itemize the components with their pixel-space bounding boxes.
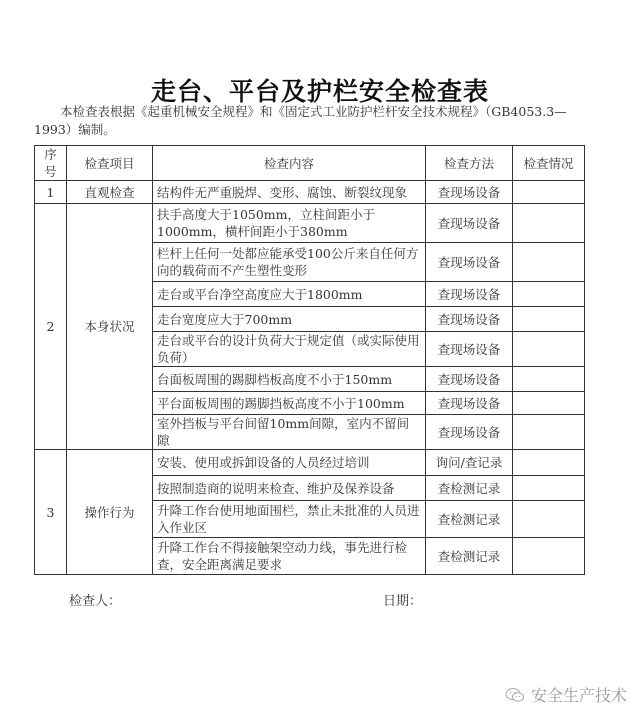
check-result-cell[interactable]	[513, 307, 585, 332]
group-number: 2	[35, 204, 67, 450]
header-no: 序号	[35, 146, 67, 181]
document-title: 走台、平台及护栏安全检查表	[150, 77, 489, 106]
check-content: 结构件无严重脱焊、变形、腐蚀、断裂纹现象	[153, 181, 426, 204]
group-number: 3	[35, 450, 67, 575]
check-content: 室外挡板与平台间留10mm间隙，室内不留间隙	[153, 415, 426, 450]
check-content: 走台宽度应大于700mm	[153, 307, 426, 332]
inspection-table	[34, 145, 585, 575]
check-result-cell[interactable]	[513, 367, 585, 392]
header-content: 检查内容	[153, 146, 426, 181]
check-result-cell[interactable]	[513, 282, 585, 307]
check-content: 升降工作台不得接触架空动力线，事先进行检查，安全距离满足要求	[153, 538, 426, 575]
group-item: 操作行为	[67, 450, 153, 575]
watermark-text: 安全生产技术	[531, 686, 628, 705]
group-item: 本身状况	[67, 204, 153, 450]
check-content: 扶手高度大于1050mm，立柱间距小于1000mm，横杆间距小于380mm	[153, 204, 426, 243]
check-method: 查现场设备	[426, 367, 513, 392]
group-number: 1	[35, 181, 67, 204]
check-result-cell[interactable]	[513, 450, 585, 476]
watermark	[505, 683, 627, 706]
check-content: 安装、使用或拆卸设备的人员经过培训	[153, 450, 426, 476]
check-method: 查现场设备	[426, 392, 513, 415]
table-row	[35, 450, 585, 476]
wechat-icon	[505, 687, 525, 703]
date-label: 日期：	[383, 594, 423, 609]
check-content: 平台面板周围的踢脚挡板高度不小于100mm	[153, 392, 426, 415]
intro-paragraph: 本检查表根据《起重机械安全规程》和《固定式工业防护栏杆安全技术规程》（GB4053.3—1993）编制。	[34, 104, 567, 137]
check-method: 查现场设备	[426, 307, 513, 332]
check-result-cell[interactable]	[513, 204, 585, 243]
check-content: 升降工作台使用地面围栏，禁止未批准的人员进入作业区	[153, 501, 426, 538]
check-method: 查现场设备	[426, 204, 513, 243]
check-result-cell[interactable]	[513, 392, 585, 415]
check-result-cell[interactable]	[513, 415, 585, 450]
table-row	[35, 181, 585, 204]
check-method: 查检测记录	[426, 476, 513, 501]
check-method: 查现场设备	[426, 332, 513, 367]
check-content: 走台或平台的设计负荷大于规定值（或实际使用负荷）	[153, 332, 426, 367]
check-content: 台面板周围的踢脚档板高度不小于150mm	[153, 367, 426, 392]
check-method: 查检测记录	[426, 501, 513, 538]
check-result-cell[interactable]	[513, 332, 585, 367]
inspector-label: 检查人：	[69, 594, 122, 609]
check-method: 查检测记录	[426, 538, 513, 575]
check-result-cell[interactable]	[513, 181, 585, 204]
check-result-cell[interactable]	[513, 538, 585, 575]
check-method: 询问/查记录	[426, 450, 513, 476]
check-method: 查现场设备	[426, 415, 513, 450]
check-result-cell[interactable]	[513, 243, 585, 282]
header-method: 检查方法	[426, 146, 513, 181]
header-result: 检查情况	[513, 146, 585, 181]
check-content: 按照制造商的说明来检查、维护及保养设备	[153, 476, 426, 501]
header-item: 检查项目	[67, 146, 153, 181]
check-content: 栏杆上任何一处都应能承受100公斤来自任何方向的载荷而不产生塑性变形	[153, 243, 426, 282]
table-row	[35, 204, 585, 243]
check-method: 查现场设备	[426, 243, 513, 282]
check-method: 查现场设备	[426, 282, 513, 307]
group-item: 直观检查	[67, 181, 153, 204]
check-result-cell[interactable]	[513, 501, 585, 538]
check-content: 走台或平台净空高度应大于1800mm	[153, 282, 426, 307]
check-method: 查现场设备	[426, 181, 513, 204]
table-header-row	[35, 146, 585, 181]
check-result-cell[interactable]	[513, 476, 585, 501]
